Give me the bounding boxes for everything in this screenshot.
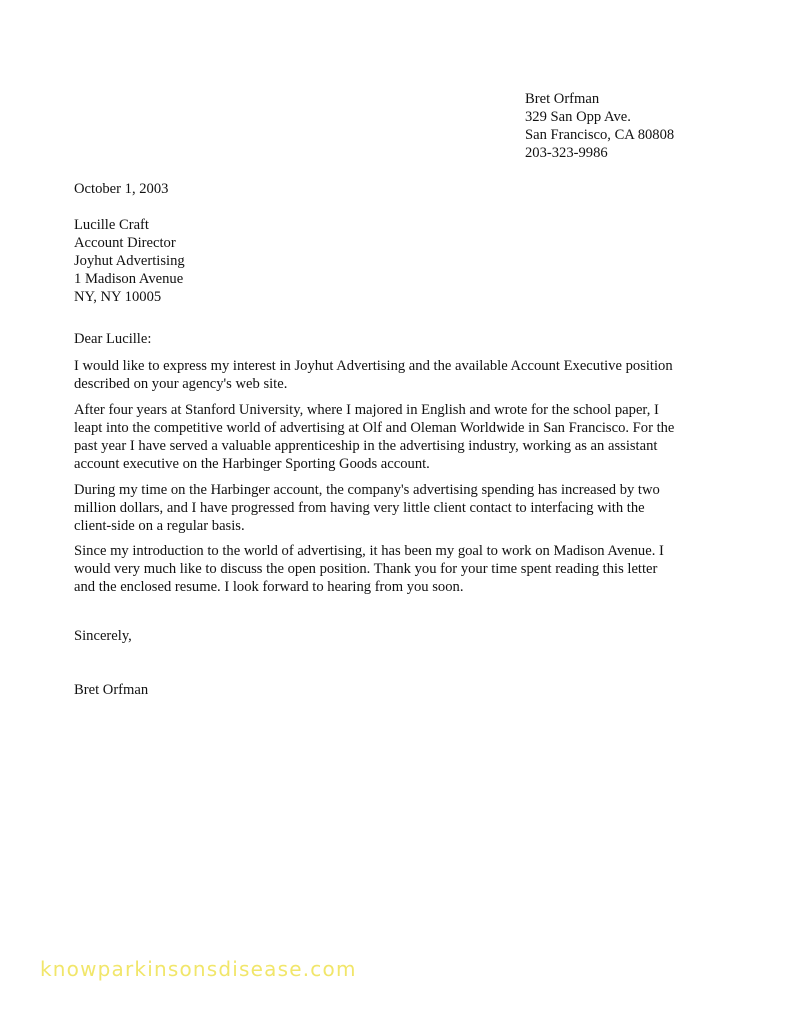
paragraph-line: Since my introduction to the world of advertising, it has been my goal to work on Madison Avenue. I (74, 543, 664, 559)
paragraph-line: would very much like to discuss the open position. Thank you for your time spent reading this letter (74, 561, 658, 577)
recipient-city-state-zip: NY, NY 10005 (74, 289, 162, 305)
salutation-text: Dear Lucille: (74, 331, 152, 347)
sender-address-block (525, 90, 765, 162)
date-text: October 1, 2003 (74, 181, 169, 197)
letter-date (74, 180, 724, 198)
paragraph-line: I would like to express my interest in Joyhut Advertising and the available Account Executive position (74, 358, 673, 374)
sender-street: 329 San Opp Ave. (525, 109, 631, 125)
recipient-address-block (74, 216, 724, 306)
paragraph-line: past year I have served a valuable apprenticeship in the advertising industry, working as an assistant (74, 438, 658, 454)
watermark: knowparkinsonsdisease.com (40, 957, 357, 981)
sender-city-state-zip: San Francisco, CA 80808 (525, 127, 675, 143)
closing-text: Sincerely, (74, 628, 132, 644)
paragraph-line: After four years at Stanford University, where I majored in English and wrote for the school paper, I (74, 402, 659, 418)
paragraph-line: During my time on the Harbinger account, the company's advertising spending has increased by two (74, 482, 660, 498)
paragraph-2 (74, 401, 724, 473)
paragraph-line: described on your agency's web site. (74, 376, 288, 392)
recipient-title: Account Director (74, 235, 176, 251)
signature (74, 681, 724, 699)
paragraph-line: and the enclosed resume. I look forward to hearing from you soon. (74, 579, 464, 595)
recipient-company: Joyhut Advertising (74, 253, 185, 269)
paragraph-line: account executive on the Harbinger Sporting Goods account. (74, 456, 430, 472)
paragraph-4 (74, 542, 724, 596)
closing (74, 627, 724, 645)
recipient-street: 1 Madison Avenue (74, 271, 184, 287)
paragraph-line: client-side on a regular basis. (74, 518, 245, 534)
sender-phone: 203-323-9986 (525, 145, 608, 161)
paragraph-line: million dollars, and I have progressed from having very little client contact to interfacing with the (74, 500, 645, 516)
paragraph-1 (74, 357, 724, 393)
signature-text: Bret Orfman (74, 682, 149, 698)
salutation (74, 330, 724, 348)
sender-name: Bret Orfman (525, 91, 600, 107)
paragraph-line: leapt into the competitive world of advertising at Olf and Oleman Worldwide in San Francisco. For the (74, 420, 675, 436)
paragraph-3 (74, 481, 724, 535)
recipient-name: Lucille Craft (74, 217, 149, 233)
